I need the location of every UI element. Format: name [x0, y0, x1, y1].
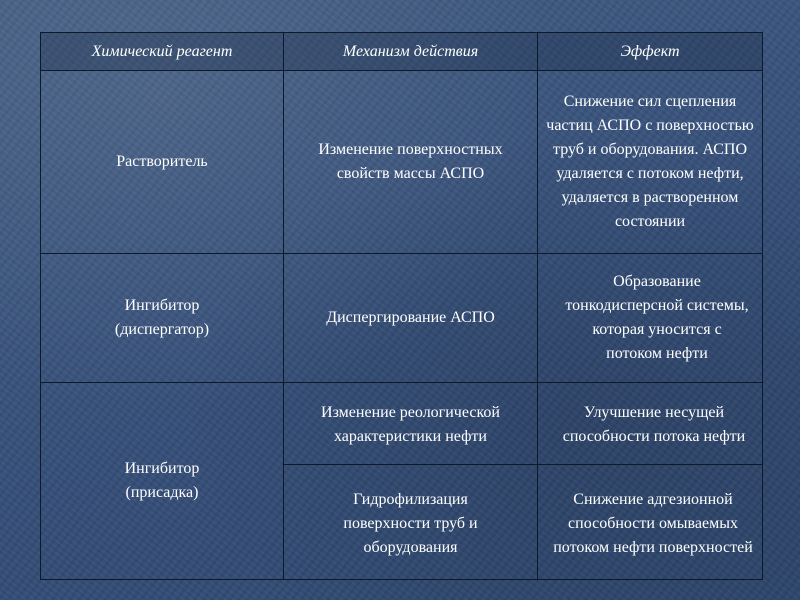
table-header-row [41, 33, 763, 71]
header-mechanism: Механизм действия [284, 33, 538, 71]
mechanism-cell: Изменение поверхностных свойств массы АСПО [284, 71, 538, 254]
effect-cell: Улучшение несущей способности потока нефти [538, 383, 763, 465]
header-effect: Эффект [538, 33, 763, 71]
effect-cell: Образование тонкодисперсной системы, которая уносится с потоком нефти [538, 254, 763, 383]
header-reagent: Химический реагент [41, 33, 284, 71]
effect-cell: Снижение адгезионной способности омываемых потоком нефти поверхностей [538, 465, 763, 580]
table-row [41, 71, 763, 254]
reagent-cell: Ингибитор (диспергатор) [41, 254, 284, 383]
table-row [41, 254, 763, 383]
mechanism-cell: Диспергирование АСПО [284, 254, 538, 383]
table-row [41, 383, 763, 465]
effect-cell: Снижение сил сцепления частиц АСПО с поверхностью труб и оборудования. АСПО удаляется с потоком нефти, удаляется в растворенном состоянии [538, 71, 763, 254]
reagent-cell: Растворитель [41, 71, 284, 254]
mechanism-cell: Гидрофилизация поверхности труб и оборудования [284, 465, 538, 580]
reagents-table [40, 32, 763, 580]
reagent-cell: Ингибитор (присадка) [41, 383, 284, 580]
mechanism-cell: Изменение реологической характеристики нефти [284, 383, 538, 465]
